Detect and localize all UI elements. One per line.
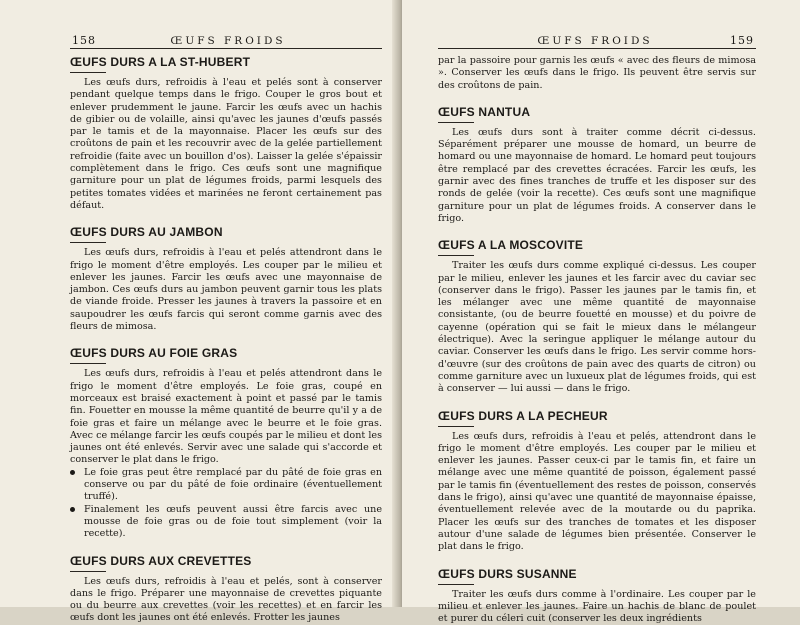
page-number: 158 [72, 34, 96, 47]
running-head [70, 34, 382, 49]
paragraph: Les œufs durs sont à traiter comme décrit ci-dessus. Séparément préparer une mousse de homard, un beurre de homard ou une mayonnaise de homard. Le homard peut toujours être remplacé par des crevettes écracées. Farcir les œufs, les garnir avec des fines tranches de truffe et les disposer sur des ronds de gelée (voir la recette). Ces œufs sont une magnifique garniture pour un plat de légumes froids. A conserver dans le frigo. [438, 127, 756, 225]
paragraph: Les œufs durs, refroidis à l'eau et pelés attendront dans le frigo le moment d'être employés. Le foie gras, coupé en morceaux est braisé exactement à point et passé par le tamis fin. Fouetter en mousse la même quantité de beurre qu'il y a de foie gras et faire un mélange avec le beurre et le foie gras. Avec ce mélange farcir les œufs coupés par le milieu et dont les jaunes ont été enlevés. Servir avec une salade qui s'accorde et conserver le plat dans le frigo. [70, 368, 382, 466]
paragraph: Les œufs durs, refroidis à l'eau et pelés, attendront dans le frigo le moment d'être employés. Les couper par le milieu et enlever les jaunes. Passer ceux-ci par le tamis fin, et faire un mélange avec une même quantité de poisson, également passé par le tamis fin (éventuellement des restes de poisson, conservés dans le frigo), ainsi qu'avec une quantité de mayonnaise épaisse, éventuellement relevée avec de la moutarde ou du paprika. Placer les œufs sur des tranches de tomates et les disposer autour d'une salade de légumes bien présentée. Conserver le plat dans le frigo. [438, 431, 756, 554]
section-title: ŒUFS A LA MOSCOVITE [438, 238, 756, 256]
paragraph: Les œufs durs, refroidis à l'eau et pelés sont à conserver pendant quelque temps dans le frigo. Couper le gros bout et enlever prudemment le jaune. Farcir les œufs avec un hachis de gibier ou de volaille, ainsi qu'avec les jaunes d'œufs passés par le tamis et de la mayonnaise. Placer les œufs sur des croûtons de pain et les recouvrir avec de la gelée partiellement refroidie (faite avec un bouillon d'os). Laisser la gelée s'épaissir complètement dans le frigo. Ces œufs sont une magnifique garniture pour un plat de légumes froids, parmi lesquels des petites tomates vidées et marinées ne feront certainement pas défaut. [70, 77, 382, 212]
paragraph: Les œufs durs, refroidis à l'eau et pelés attendront dans le frigo le moment d'être employés. Les couper par le milieu et enlever les jaunes. Farcir les œufs avec une mayonnaise de jambon. Ces œufs durs au jambon peuvent garnir tous les plats de viande froide. Presser les jaunes à travers la passoire et en saupoudrer les œufs farcis qui seront comme garnis avec des fleurs de mimosa. [70, 247, 382, 333]
section-title: ŒUFS NANTUA [438, 105, 756, 123]
paragraph: Traiter les œufs durs comme expliqué ci-dessus. Les couper par le milieu, enlever les jaunes et les farcir avec du caviar sec (conserver dans le frigo). Passer les jaunes par le tamis fin, et les mélanger avec une même quantité de mayonnaise consistante, (ou de beurre fouetté en mousse) et du poivre de cayenne (opération qui se fait le mieux dans le mélangeur électrique). Avec la seringue appliquer le mélange autour du caviar. Conserver les œufs dans le frigo. Les servir comme hors-d'œuvre (sur des croûtons de pain avec des quarts de citron) ou comme garniture avec un luxueux plat de légumes froids, qui est à conserver — lui aussi — dans le frigo. [438, 260, 756, 395]
running-title: ŒUFS FROIDS [170, 35, 285, 47]
list-item-text: Finalement les œufs peuvent aussi être farcis avec une mousse de foie gras ou de foie tout simplement (voir la recette). [84, 504, 382, 540]
section-title: ŒUFS DURS AUX CREVETTES [70, 554, 382, 572]
section-title: ŒUFS DURS A LA PECHEUR [438, 409, 756, 427]
bullet-list [70, 467, 382, 541]
section-title: ŒUFS DURS A LA ST-HUBERT [70, 55, 382, 73]
running-title: ŒUFS FROIDS [537, 35, 652, 47]
section-title: ŒUFS DURS AU FOIE GRAS [70, 346, 382, 364]
running-head [438, 34, 756, 49]
right-page [402, 0, 800, 607]
section-title: ŒUFS DURS AU JAMBON [70, 225, 382, 243]
continuation-paragraph: par la passoire pour garnis les œufs « avec des fleurs de mimosa ». Conserver les œufs dans le frigo. Ils peuvent être servis sur des croûtons de pain. [438, 55, 756, 92]
page-number: 159 [730, 34, 754, 47]
list-item-text: Le foie gras peut être remplacé par du pâté de foie gras en conserve ou par du pâté de foie ordinaire (éventuellement truffé). [84, 467, 382, 503]
list-item [70, 504, 382, 541]
section-title: ŒUFS DURS SUSANNE [438, 567, 756, 585]
paragraph: Traiter les œufs durs comme à l'ordinaire. Les couper par le milieu et enlever les jaunes. Faire un hachis de blanc de poulet et purer du céleri cuit (conserver les deux ingrédients [438, 589, 756, 625]
left-page [0, 0, 398, 607]
list-item [70, 467, 382, 504]
bullet-icon [70, 470, 75, 475]
bullet-icon [70, 507, 75, 512]
paragraph: Les œufs durs, refroidis à l'eau et pelés, sont à conserver dans le frigo. Préparer une mayonnaise de crevettes piquante ou du beurre aux crevettes (voir les recettes) et en farcir les œufs dont les jaunes ont été enlevés. Frotter les jaunes [70, 576, 382, 625]
